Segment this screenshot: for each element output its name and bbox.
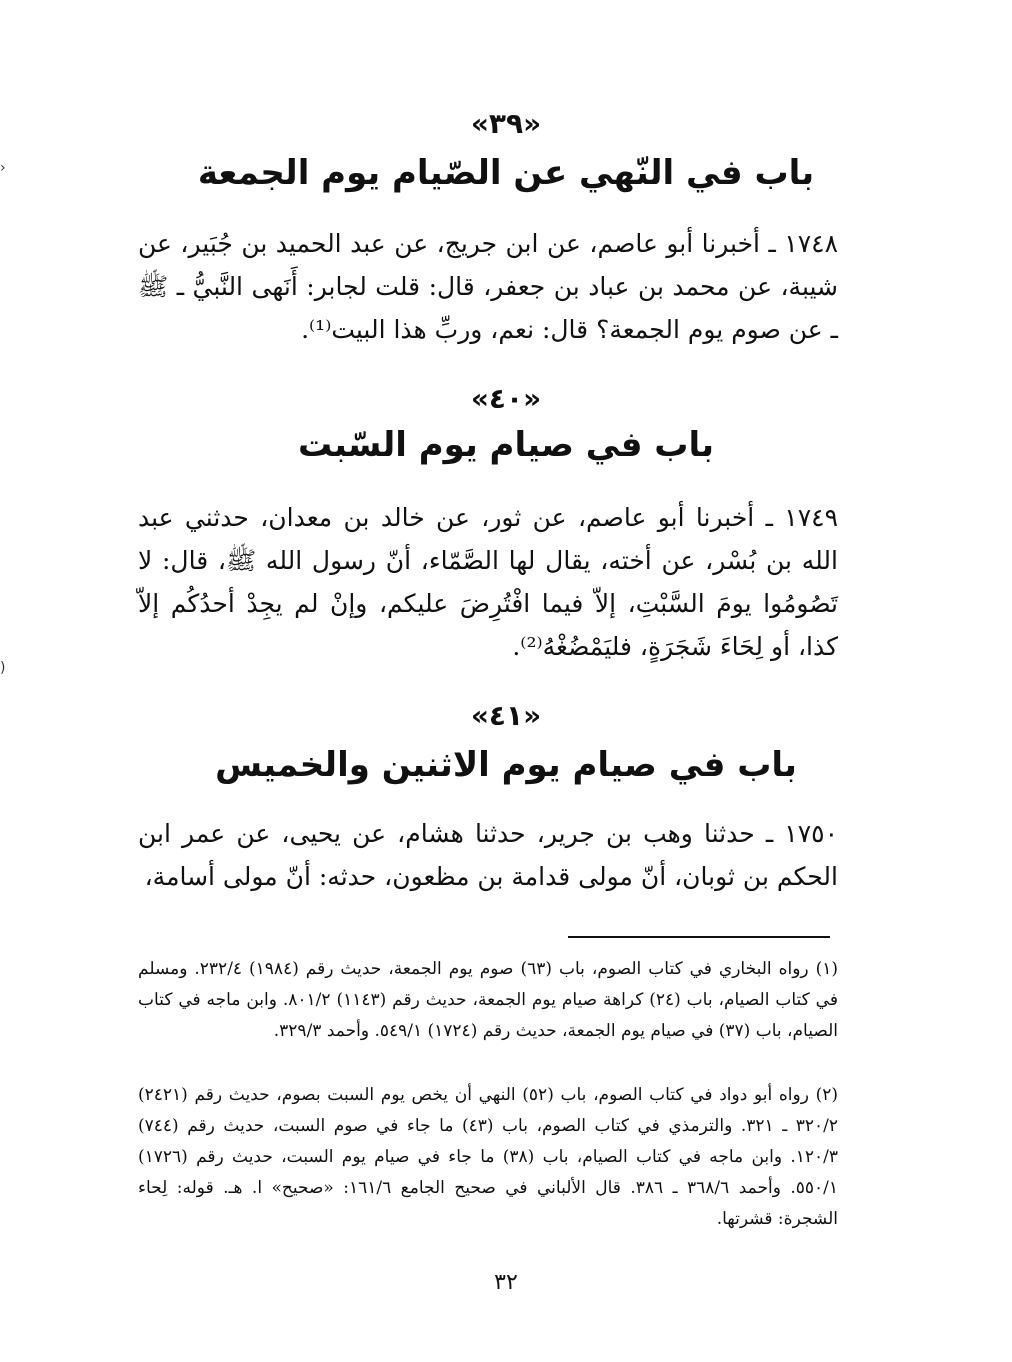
section-title: باب في صيام يوم السّبت (297, 425, 715, 465)
section-title: باب في النّهي عن الصّيام يوم الجمعة (197, 153, 815, 193)
section-number: «٤١» (470, 699, 542, 732)
footnote: (٢) رواه أبو دواد في كتاب الصوم، باب (٥٢) النهي أن يخص يوم السبت بصوم، حديث رقم (٢٤٢١) ٣٢٠/٢ ـ ٣٢١. والترمذي في كتاب الصوم، باب (٤٣) ما جاء في صوم السبت، حديث رقم (٧٤٤) ١٢٠/٣. وابن ماجه في كتاب الصيام، باب (٣٨) ما جاء في صيام يوم السبت، حديث رقم (١٧٢٦) ٥٥٠/١. وأحمد ٣٦٨/٦ ـ ٣٨٦. قال الألباني في صحيح الجامع ١٦١/٦: «صحيح» ا. هـ. قوله: لِحاء الشجرة: قشرتها. (138, 1085, 839, 1229)
hadith-paragraph: ١٧٥٠ ـ حدثنا وهب بن جرير، حدثنا هشام، عن يحيى، عن عمر ابن الحكم بن ثوبان، أنّ مولى قدامة بن مظعون، حدثه: أنّ مولى أسامة، (138, 819, 838, 891)
scan-edge-mark: ‹ (0, 160, 6, 176)
scan-edge-mark: ( (0, 660, 6, 676)
footnote-separator (568, 936, 830, 938)
hadith-paragraph: ١٧٤٨ ـ أخبرنا أبو عاصم، عن ابن جريج، عن عبد الحميد بن جُبَير، عن شيبة، عن محمد بن عباد بن جعفر، قال: قلت لجابر: أَنَهى النَّبيُّ ـ ﷺ ـ عن صوم يوم الجمعة؟ قال: نعم، وربِّ هذا البيت⁽¹⁾. (138, 229, 838, 344)
page-number: ٣٢ (494, 1270, 518, 1295)
section-title: باب في صيام يوم الاثنين والخميس (215, 745, 797, 785)
hadith-paragraph: ١٧٤٩ ـ أخبرنا أبو عاصم، عن ثور، عن خالد بن معدان، حدثني عبد الله بن بُسْر، عن أخته، يقال لها الصَّمّاء، أنّ رسول الله ﷺ، قال: لا تَصُومُوا يومَ السَّبْتِ، إلاّ فيما افْتُرِضَ عليكم، وإنْ لم يجِدْ أحدُكُم إلاّ كذا، أو لِحَاءَ شَجَرَةٍ، فليَمْضُغْهُ⁽²⁾. (138, 503, 838, 661)
footnote: (١) رواه البخاري في كتاب الصوم، باب (٦٣) صوم يوم الجمعة، حديث رقم (١٩٨٤) ٢٣٢/٤. ومسلم في كتاب الصيام، باب (٢٤) كراهة صيام يوم الجمعة، حديث رقم (١١٤٣) ٨٠١/٢. وابن ماجه في كتاب الصيام، باب (٣٧) في صيام يوم الجمعة، حديث رقم (١٧٢٤) ٥٤٩/١. وأحمد ٣٢٩/٣. (138, 959, 838, 1041)
section-number: «٤٠» (470, 382, 542, 415)
section-number: «٣٩» (470, 107, 542, 140)
